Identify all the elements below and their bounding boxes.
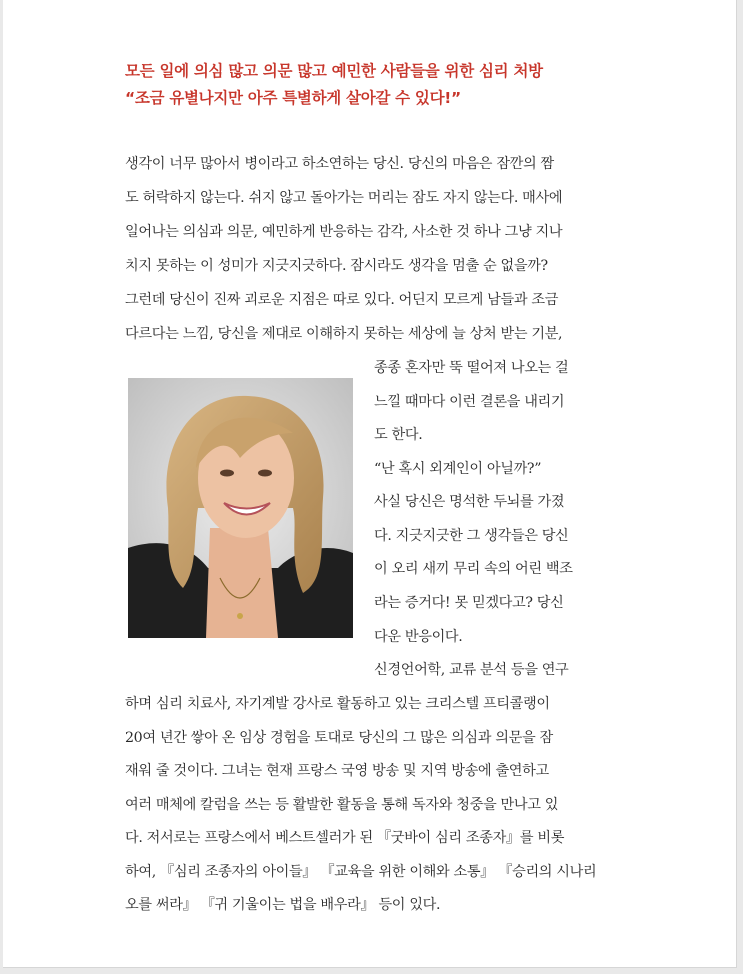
author-photo	[128, 378, 353, 638]
body-line: 도 한다.	[374, 427, 423, 443]
body-line: 다. 지긋지긋한 그 생각들은 당신	[374, 528, 569, 544]
body-line: 20여 년간 쌓아 온 임상 경험을 토대로 당신의 그 많은 의심과 의문을 잠	[125, 730, 553, 746]
body-line: 생각이 너무 많아서 병이라고 하소연하는 당신. 당신의 마음은 잠깐의 짬	[125, 156, 554, 172]
body-line: 일어나는 의심과 의문, 예민하게 반응하는 감각, 사소한 것 하나 그냥 지나	[125, 224, 563, 240]
portrait-illustration	[128, 378, 353, 638]
body-line: 재워 줄 것이다. 그녀는 현재 프랑스 국영 방송 및 지역 방송에 출연하고	[125, 763, 549, 779]
body-line: 사실 당신은 명석한 두뇌를 가졌	[374, 494, 565, 510]
body-line: 느낄 때마다 이런 결론을 내리기	[374, 394, 565, 410]
body-line: 하여, 『심리 조종자의 아이들』 『교육을 위한 이해와 소통』 『승리의 시나리	[125, 864, 597, 880]
headline-line-2: “조금 유별나지만 아주 특별하게 살아갈 수 있다!”	[125, 89, 461, 107]
body-line: 여러 매체에 칼럼을 쓰는 등 활발한 활동을 통해 독자와 청중을 만나고 있	[125, 797, 559, 813]
body-line: 다운 반응이다.	[374, 629, 463, 645]
body-line: 라는 증거다! 못 믿겠다고? 당신	[374, 595, 564, 611]
body-line: 도 허락하지 않는다. 쉬지 않고 돌아가는 머리는 잠도 자지 않는다. 매사에	[125, 190, 563, 206]
headline	[125, 58, 645, 112]
body-line: 하며 심리 치료사, 자기계발 강사로 활동하고 있는 크리스텔 프티콜랭이	[125, 696, 550, 712]
body-line: 종종 혼자만 뚝 떨어져 나오는 걸	[374, 360, 569, 376]
body-line: 다르다는 느낌, 당신을 제대로 이해하지 못하는 세상에 늘 상처 받는 기분,	[125, 326, 563, 342]
body-line: 그런데 당신이 진짜 괴로운 지점은 따로 있다. 어딘지 모르게 남들과 조금	[125, 292, 559, 308]
body-line: 치지 못하는 이 성미가 지긋지긋하다. 잠시라도 생각을 멈출 순 없을까?	[125, 258, 548, 274]
quote-line: “난 혹시 외계인이 아닐까?”	[374, 461, 542, 477]
body-line: 오를 써라』 『귀 기울이는 법을 배우라』 등이 있다.	[125, 897, 441, 913]
headline-line-1: 모든 일에 의심 많고 의문 많고 예민한 사람들을 위한 심리 처방	[125, 62, 543, 80]
body-line: 신경언어학, 교류 분석 등을 연구	[374, 662, 569, 678]
book-page	[3, 0, 737, 968]
body-line: 다. 저서로는 프랑스에서 베스트셀러가 된 『굿바이 심리 조종자』를 비롯	[125, 830, 565, 846]
body-line: 이 오리 새끼 무리 속의 어린 백조	[374, 561, 573, 577]
